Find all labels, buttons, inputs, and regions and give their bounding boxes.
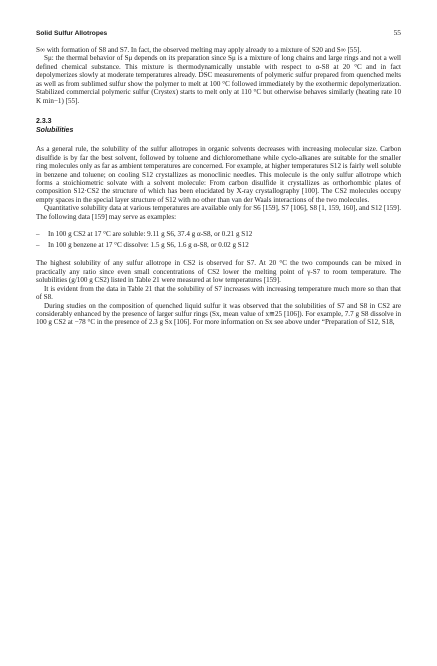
section-number: 2.3.3	[36, 118, 52, 126]
example-list	[36, 229, 401, 251]
running-title: Solid Sulfur Allotropes	[36, 30, 108, 37]
section-title: Solubilities	[36, 127, 74, 135]
paragraph: It is evident from the data in Table 21 that the solubility of S7 increases with increasing temperature much more so than that of S8.	[36, 284, 401, 302]
paragraph: S∞ with formation of S8 and S7. In fact, the observed melting may apply already to a mixture of S20 and S∞ [55].	[36, 46, 362, 54]
paragraph: As a general rule, the solubility of the sulfur allotropes in organic solvents decreases with increasing molecular size. Carbon disulfide is by far the best solvent, followed by toluene and dichloromethane while cyclo-alkanes are suitable for the smaller ring molecules only as far as ambient temperatures are concerned. For example, at higher temperatures S12 is fairly well soluble in benzene and toluene; on cooling S12 crystallizes as monoclinic needles. This molecule is the only sulfur allotrope which forms a stoichiometric solvate with a solvent molecule: From carbon disulfide it crystallizes as orthorhombic plates of composition S12·CS2 the structure of which has been elucidated by X-ray crystallography [100]. The CS2 molecules occupy empty spaces in the special layer structure of S12 with no other than van der Waals interactions of the two molecules.	[36, 145, 401, 204]
paragraph: Quantitative solubility data at various temperatures are available only for S6 [159], S7 [106], S8 [1, 159, 160], and S12 [159]. The following data [159] may serve as examples:	[36, 204, 401, 221]
list-item: – In 100 g CS2 at 17 °C are soluble: 9.11 g S6, 37.4 g α-S8, or 0.21 g S12	[36, 230, 253, 239]
list-item-text: In 100 g benzene at 17 °C dissolve: 1.5 g S6, 1.6 g α-S8, or 0.02 g S12	[48, 241, 249, 250]
page	[36, 28, 401, 327]
page-number: 55	[393, 28, 401, 37]
paragraph: During studies on the composition of quenched liquid sulfur it was observed that the solubilities of S7 and S8 in CS2 are considerably enhanced by the presence of larger sulfur rings (Sx, mean value of x≅25 [106]). For example, 7.7 g S8 dissolve in 100 g CS2 at −78 °C in the presence of 2.3 g Sx [106]. For more information on Sx see above under “Preparation of S12, S18,	[36, 301, 401, 327]
paragraph: The highest solubility of any sulfur allotrope in CS2 is observed for S7. At 20 °C the two compounds can be mixed in practically any ratio since even small concentrations of CS2 lower the melting point of γ-S7 to room temperature. The solubilities (g/100 g CS2) listed in Table 21 were measured at low temperatures [159].	[36, 259, 401, 285]
list-item: – In 100 g benzene at 17 °C dissolve: 1.5 g S6, 1.6 g α-S8, or 0.02 g S12	[36, 241, 249, 250]
running-header	[36, 28, 401, 37]
paragraph: Sμ: the thermal behavior of Sμ depends on its preparation since Sμ is a mixture of long chains and large rings and not a well defined chemical substance. This mixture is thermodynamically unstable with respect to α-S8 at 20 °C and in fact depolymerizes slowly at moderate temperatures already. DSC measurements of polymeric sulfur prepared from quenched melts as well as from sublimed sulfur show the polymer to melt at 100 °C followed immediately by the exothermic depolymerization. Stabilized commercial polymeric sulfur (Crystex) starts to melt only at 110 °C but otherwise behaves similarly (heating rate 10 K min−1) [55].	[36, 54, 401, 105]
list-item-text: In 100 g CS2 at 17 °C are soluble: 9.11 g S6, 37.4 g α-S8, or 0.21 g S12	[48, 230, 253, 239]
